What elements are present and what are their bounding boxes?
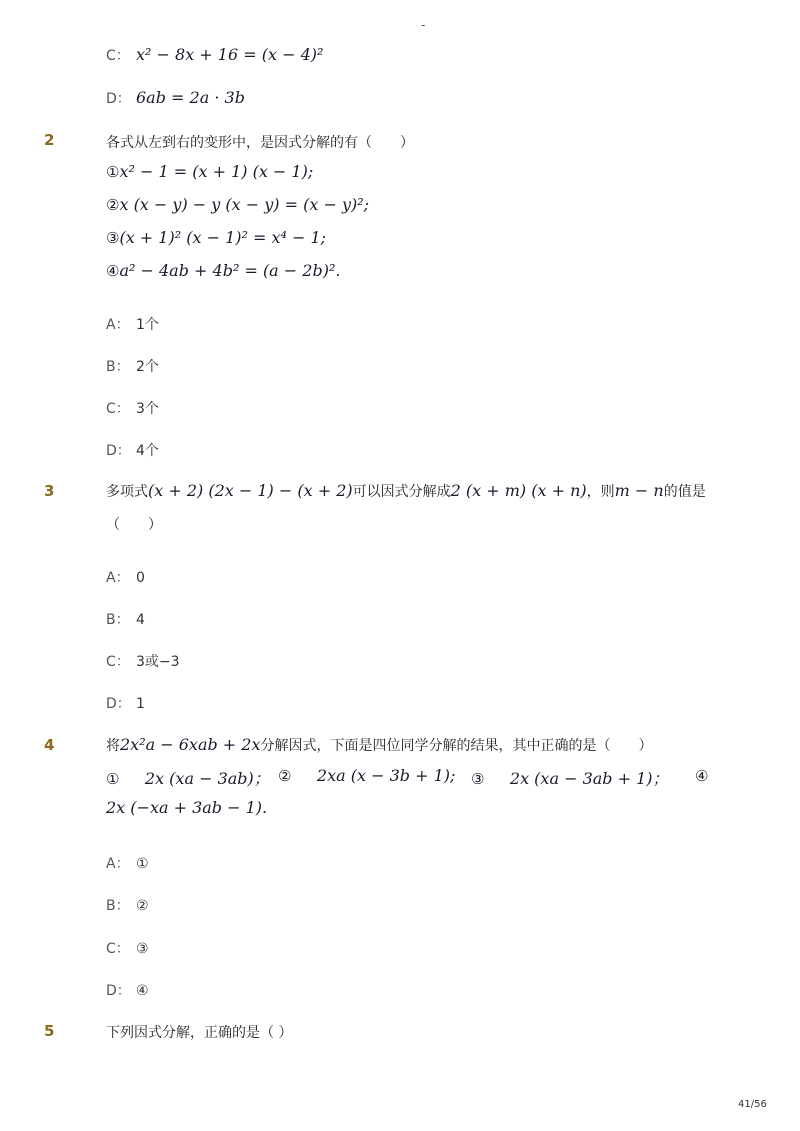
q3-stem [106,481,706,501]
answer-expr: 2xa (x − 3b + 1); [316,766,456,785]
item-mark: ① [106,163,120,181]
option-expr: 6ab = 2a · 3b [136,88,245,107]
q1-option-c[interactable] [106,45,323,65]
page-number: 41/56 [738,1099,767,1110]
answer-expr: 2x (xa − 3ab)； [144,769,270,788]
q3-expr-a: (x + 2) (2x − 1) − (x + 2) [148,481,353,500]
option-letter: A： [106,856,130,872]
answer-expr: 2x (−xa + 3ab − 1). [106,798,268,817]
question-number-4: 4 [44,736,55,754]
option-expr: x² − 8x + 16 = (x − 4)² [136,45,324,64]
q3-expr-c: m − n [614,481,664,500]
q3-stem-part: ，则 [586,484,615,500]
q4-option-b[interactable] [106,895,149,915]
q3-option-d[interactable] [106,693,145,713]
option-text: 4 [136,612,145,628]
option-text: ③ [136,941,149,957]
answer-mark: ② [278,767,292,785]
q4-answer-1 [106,766,270,789]
option-text: 3个 [136,401,159,417]
q2-stem: 各式从左到右的变形中，是因式分解的有（ ） [106,135,414,151]
option-letter: B： [106,359,130,375]
item-mark: ③ [106,229,120,247]
option-letter: A： [106,317,130,333]
q3-option-b[interactable] [106,609,145,629]
answer-mark: ① [106,770,120,788]
q3-expr-b: 2 (x + m) (x + n) [450,481,587,500]
q2-item-3 [106,228,326,247]
option-letter: D： [106,443,131,459]
option-text: 0 [136,570,145,586]
option-letter: C： [106,654,130,670]
option-text: 1 [136,696,145,712]
q4-answer-2 [278,766,455,785]
item-expr: a² − 4ab + 4b² = (a − 2b)². [119,261,341,280]
option-text: 2个 [136,359,159,375]
option-letter: A： [106,570,130,586]
item-mark: ④ [106,262,120,280]
q2-item-2 [106,195,369,214]
q2-option-a[interactable] [106,314,159,334]
option-letter: D： [106,91,131,107]
question-number-2: 2 [44,131,55,149]
option-letter: C： [106,48,130,64]
option-letter: B： [106,612,130,628]
q4-answer-4-expr [106,798,267,817]
answer-mark: ④ [695,767,709,785]
q3-stem-part: 多项式 [106,484,148,500]
answer-expr: 2x (xa − 3ab + 1)； [509,769,669,788]
q1-option-d[interactable] [106,88,245,108]
header-mark: - [421,18,426,32]
q3-stem-line2: （ ） [106,517,162,533]
q2-option-c[interactable] [106,398,159,418]
item-expr: (x + 1)² (x − 1)² = x⁴ − 1; [119,228,327,247]
option-text: 1个 [136,317,159,333]
q4-expr-a: 2x²a − 6xab + 2x [120,735,261,754]
option-text: ① [136,856,149,872]
option-text: ② [136,898,149,914]
option-text: 4个 [136,443,159,459]
q4-answer-4-mark [695,766,708,785]
q4-option-d[interactable] [106,980,149,1000]
q3-stem-part: 可以因式分解成 [352,484,451,500]
option-letter: D： [106,696,131,712]
option-letter: C： [106,401,130,417]
q4-stem-part: 将 [106,738,120,754]
q4-answer-3 [471,766,669,789]
q4-option-c[interactable] [106,938,149,958]
option-letter: D： [106,983,131,999]
question-number-3: 3 [44,482,55,500]
q4-option-a[interactable] [106,853,149,873]
option-text: 3或−3 [136,654,180,670]
item-expr: x (x − y) − y (x − y) = (x − y)²; [119,195,370,214]
q4-stem-part: 分解因式，下面是四位同学分解的结果，其中正确的是（ ） [260,738,653,754]
option-text: ④ [136,983,149,999]
q2-item-1 [106,162,313,181]
q3-option-c[interactable] [106,651,180,671]
q2-item-4 [106,261,340,280]
q2-option-b[interactable] [106,356,159,376]
item-expr: x² − 1 = (x + 1) (x − 1); [119,162,314,181]
q3-stem-part: 的值是 [663,484,706,500]
option-letter: B： [106,898,130,914]
q5-stem: 下列因式分解，正确的是（ ） [106,1025,293,1041]
q2-option-d[interactable] [106,440,159,460]
item-mark: ② [106,196,120,214]
q4-stem [106,735,653,755]
option-letter: C： [106,941,130,957]
answer-mark: ③ [471,770,485,788]
question-number-5: 5 [44,1022,55,1040]
q3-option-a[interactable] [106,567,145,587]
